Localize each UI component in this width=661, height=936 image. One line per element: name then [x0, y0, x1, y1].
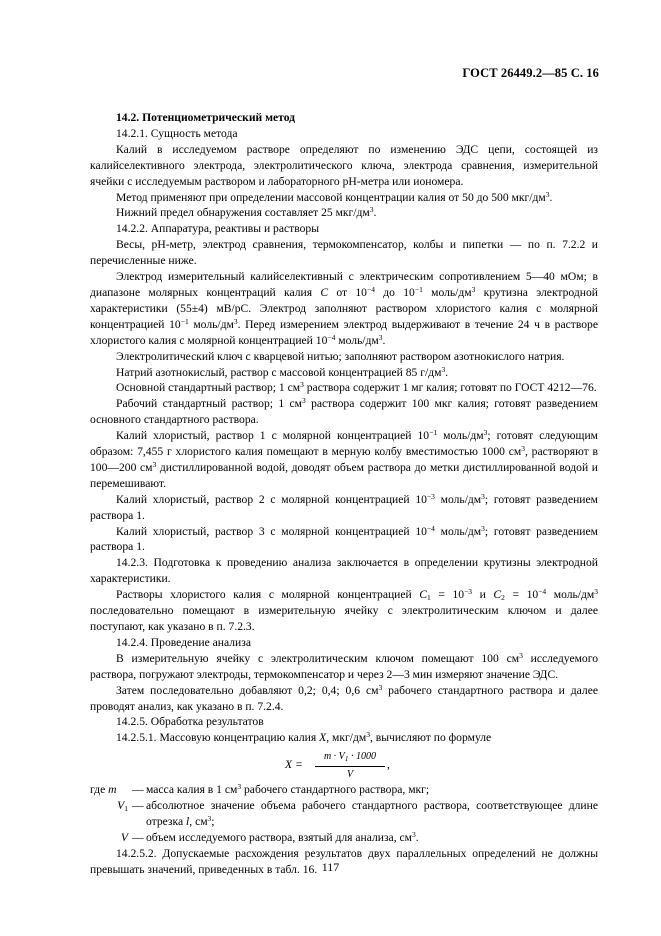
paragraph: 14.2.2. Аппаратура, реактивы и растворы — [116, 222, 319, 236]
paragraph: Метод применяют при определении массовой концентрации калия от 50 до 500 мкг/$дм^3$. — [116, 189, 553, 204]
paragraph: Затем последовательно добавляют 0,2; 0,4; 0,6 $см^3$ рабочего стандартного раствора и далее проводят анализ, как указано в п. 7.2.4. — [90, 682, 598, 713]
legend-item: где m — масса калия в 1 $см^3$ рабочего стандартного раствора, мкг; — [90, 782, 430, 797]
page-number: 117 — [321, 860, 340, 874]
paragraph: Натрий азотнокислый, раствор с массовой концентрацией 85 $г/дм^3$. — [116, 364, 449, 379]
paragraph: Растворы хлористого калия с молярной концентрацией $C_1 = 10^{-3}$ и $C_2 = 10^{-4}$ моль/$дм^3$ последовательно помещают в измерительную ячейку с электролитическим ключом и далее поступают, как указано в п. 7.2.3. — [90, 587, 598, 633]
paragraph: 14.2.5.1. Массовую концентрацию калия X, мкг/$дм^3$, вычисляют по формуле — [116, 730, 492, 745]
document-body — [90, 110, 598, 878]
paragraph: 14.2.5. Обработка результатов — [116, 715, 264, 729]
paragraph: В измерительную ячейку с электролитическим ключом помещают 100 $см^3$ исследуемого раствора, погружают электроды, термокомпенсатор и через 2—3 мин измеряют значение ЭДС. — [90, 650, 598, 681]
legend-item: V — объем исследуемого раствора, взятый для анализа, $см^3$. — [120, 829, 419, 844]
formula-comma: , — [387, 758, 390, 772]
paragraph: Рабочий стандартный раствор; 1 $см^3$ раствора содержит 100 мкг калия; готовят разведением основного стандартного раствора. — [90, 396, 598, 427]
paragraph: Калий хлористый, раствор 3 с молярной концентрацией $10^{-4}$ моль/$дм^3$; готовят разведением раствора 1. — [90, 523, 598, 554]
formula-legend — [90, 782, 598, 846]
paragraph: Калий в исследуемом растворе определяют по изменению ЭДС цепи, состоящей из калийселективного электрода, электролитического ключа, электрода сравнения, измерительной ячейки с исследуемым раствором и лабораторного pH-метра или иономера. — [90, 142, 598, 188]
paragraph: Электрод измерительный калийселективный с электрическим сопротивлением 5—40 мОм; в диапазоне молярных концентраций калия C от $10^{-4}$ до $10^{-1}$ моль/$дм^3$ крутизна электродной характеристики (55±4) мВ/pС. Электрод заполняют раствором хлористого калия с молярной концентрацией $10^{-1}$ моль/$дм^3$. Перед измерением электрод выдерживают в течение 24 ч в растворе хлористого калия с молярной концентрацией $10^{-4}$ моль/$дм^3$. — [90, 270, 598, 347]
legend-item: $V_1$ — абсолютное значение объема рабочего стандартного раствора, соответствующее длине отрезка l, $см^3$; — [117, 799, 598, 829]
section-title: 14.2. Потенциометрический метод — [116, 111, 296, 124]
formula-lhs: X = — [285, 758, 303, 772]
formula — [90, 749, 598, 779]
formula-numerator: $m \cdot V_1 \cdot 1000$ — [315, 749, 385, 767]
formula-fraction — [315, 749, 385, 783]
paragraph: 14.2.5.2. Допускаемые расхождения результатов двух параллельных определений не должны превышать значений, приведенных в табл. 16. — [90, 846, 598, 876]
paragraph: Нижний предел обнаружения составляет 25 мкг/$дм^3$. — [116, 205, 377, 220]
paragraph: Весы, pH-метр, электрод сравнения, термокомпенсатор, колбы и пипетки — по п. 7.2.2 и перечисленные ниже. — [90, 238, 598, 268]
formula-denominator: V — [346, 769, 354, 781]
paragraph: Калий хлористый, раствор 2 с молярной концентрацией $10^{-3}$ моль/$дм^3$; готовят разведением раствора 1. — [90, 491, 598, 522]
page-header: ГОСТ 26449.2—85 С. 16 — [462, 66, 599, 80]
paragraph: 14.2.1. Сущность метода — [116, 126, 238, 140]
paragraph: Калий хлористый, раствор 1 с молярной концентрацией $10^{-1}$ моль/$дм^3$; готовят следующим образом: 7,455 г хлористого калия помещают в мерную колбу вместимостью 1000 $см^3$, растворяют в 100—200 $см^3$ дистиллированной водой, доводят объем раствора до метки дистиллированной водой и перемешивают. — [90, 428, 599, 490]
paragraph: 14.2.4. Проведение анализа — [116, 635, 251, 649]
paragraph: Основной стандартный раствор; 1 $см^3$ раствора содержит 1 мг калия; готовят по ГОСТ 4212—76. — [116, 380, 597, 395]
paragraph: 14.2.3. Подготовка к проведению анализа заключается в определении крутизны электродной характеристики. — [90, 556, 598, 586]
paragraph: Электролитический ключ с кварцевой нитью; заполняют раствором азотнокислого натрия. — [116, 349, 565, 363]
